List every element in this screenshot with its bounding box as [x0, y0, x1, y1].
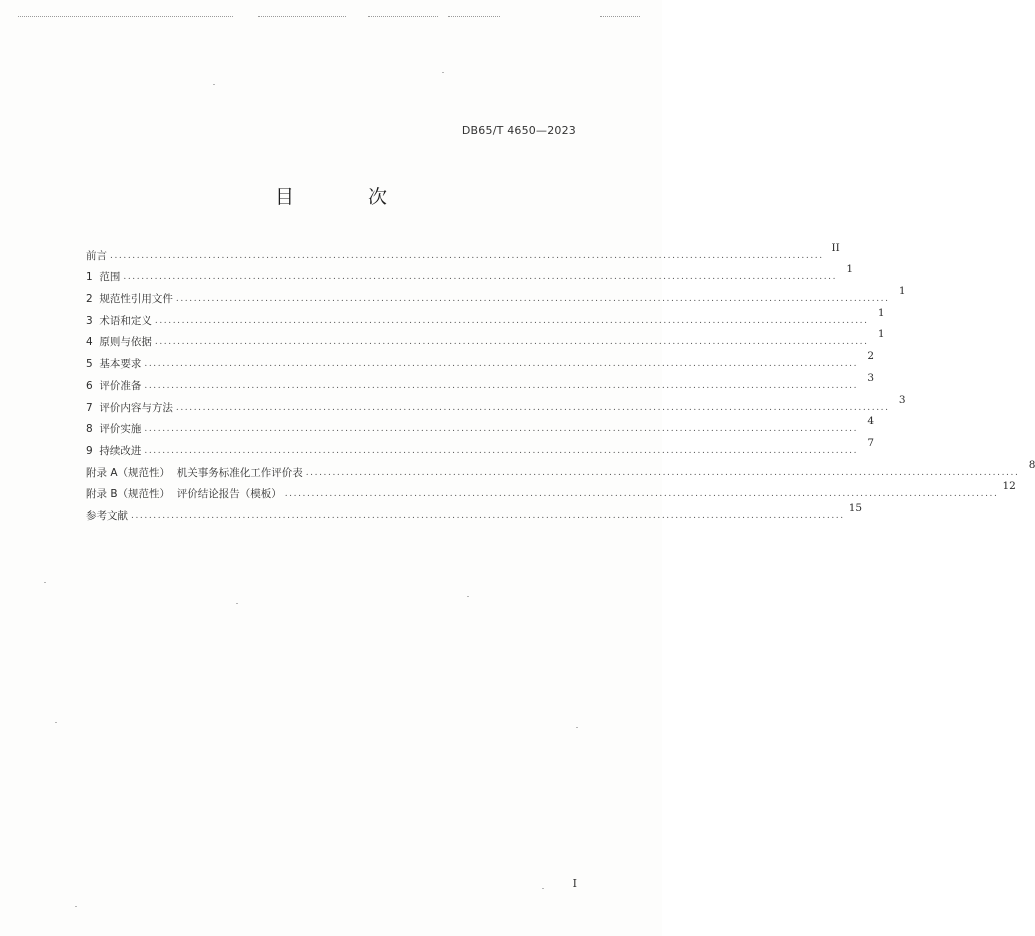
toc-entry[interactable] — [86, 262, 854, 284]
toc-entry-label: 7 评价内容与方法 — [86, 401, 173, 414]
toc-entry-page: 1 — [846, 263, 854, 276]
toc-entry[interactable] — [86, 500, 863, 522]
toc-entry-page: II — [831, 241, 840, 254]
toc-entry-label: 5 基本要求 — [86, 358, 142, 371]
scan-edge-line — [258, 16, 346, 17]
scan-speck — [75, 906, 77, 907]
toc-entry-label: 附录 A（规范性） 机关事务标准化工作评价表 — [86, 466, 303, 479]
toc-leader-dots: ................................................................................................................................................................ — [144, 359, 859, 370]
toc-entry-page: 7 — [867, 436, 875, 449]
scan-speck — [542, 888, 544, 889]
toc-entry-label: 9 持续改进 — [86, 444, 142, 457]
toc-leader-dots: ................................................................................................................................................................ — [154, 315, 869, 326]
toc-leader-dots: ................................................................................................................................................................ — [144, 424, 859, 435]
toc-entry-label: 参考文献 — [86, 509, 128, 522]
toc-entry-label: 2 规范性引用文件 — [86, 293, 173, 306]
toc-entry-page: 1 — [898, 285, 906, 298]
toc-entry-label: 6 评价准备 — [86, 379, 142, 392]
toc-entry[interactable] — [86, 240, 840, 262]
toc-leader-dots: ................................................................................................................................................................ — [131, 510, 845, 521]
toc-entry[interactable] — [86, 327, 885, 349]
toc-leader-dots: ................................................................................................................................................................ — [123, 272, 838, 283]
scan-speck — [44, 582, 46, 583]
toc-entry[interactable] — [86, 414, 875, 436]
toc-entry-page: 1 — [877, 328, 885, 341]
scan-edge-line — [600, 16, 640, 17]
page-title: 目 次 — [274, 186, 422, 208]
toc-leader-dots: ................................................................................................................................................................ — [144, 445, 859, 456]
scan-speck — [213, 84, 215, 85]
toc-leader-dots: ................................................................................................................................................................ — [144, 380, 859, 391]
toc-entry-label: 4 原则与依据 — [86, 336, 152, 349]
toc-leader-dots: ................................................................................................................................................................ — [175, 402, 890, 413]
toc-entry-page: 3 — [898, 393, 906, 406]
scan-speck — [236, 603, 238, 604]
toc-entry-page: 3 — [867, 371, 875, 384]
toc-entry[interactable] — [86, 435, 875, 457]
toc-leader-dots: ................................................................................................................................................................ — [175, 294, 890, 305]
scan-edge-line — [18, 16, 233, 17]
scan-edge-line — [368, 16, 438, 17]
scan-speck — [55, 722, 57, 723]
scan-speck — [467, 596, 469, 597]
scan-edge-line — [448, 16, 500, 17]
standard-code: DB65/T 4650—2023 — [461, 124, 576, 137]
toc-entry-page: 2 — [867, 350, 875, 363]
scan-speck — [576, 727, 578, 728]
toc-entry-page: 12 — [1002, 480, 1016, 493]
toc-entry-page: 4 — [867, 415, 875, 428]
toc-leader-dots: ................................................................................................................................................................ — [110, 250, 824, 261]
toc-entry[interactable] — [86, 283, 906, 306]
toc-entry[interactable] — [86, 457, 1035, 479]
toc-entry-page: 8 — [1028, 458, 1035, 471]
table-of-contents — [86, 240, 1035, 522]
toc-entry[interactable] — [86, 305, 885, 327]
toc-entry-label: 8 评价实施 — [86, 423, 142, 436]
toc-leader-dots: ................................................................................................................................................................ — [154, 337, 869, 348]
toc-entry[interactable] — [86, 392, 906, 414]
toc-entry[interactable] — [86, 348, 875, 371]
toc-entry-label: 1 范围 — [86, 271, 121, 284]
toc-entry-label: 前言 — [86, 249, 107, 262]
toc-entry-page: 15 — [848, 501, 863, 514]
toc-entry-label: 3 术语和定义 — [86, 314, 152, 327]
toc-leader-dots: ................................................................................................................................................................ — [305, 467, 1020, 478]
toc-entry-page: 1 — [877, 306, 885, 319]
toc-entry-label: 附录 B（规范性） 评价结论报告（模板） — [86, 488, 282, 501]
toc-entry[interactable] — [86, 370, 875, 392]
scan-speck — [442, 72, 444, 73]
toc-entry[interactable] — [86, 479, 1016, 501]
page-number: I — [572, 877, 577, 890]
toc-leader-dots: ................................................................................................................................................................ — [284, 489, 999, 500]
